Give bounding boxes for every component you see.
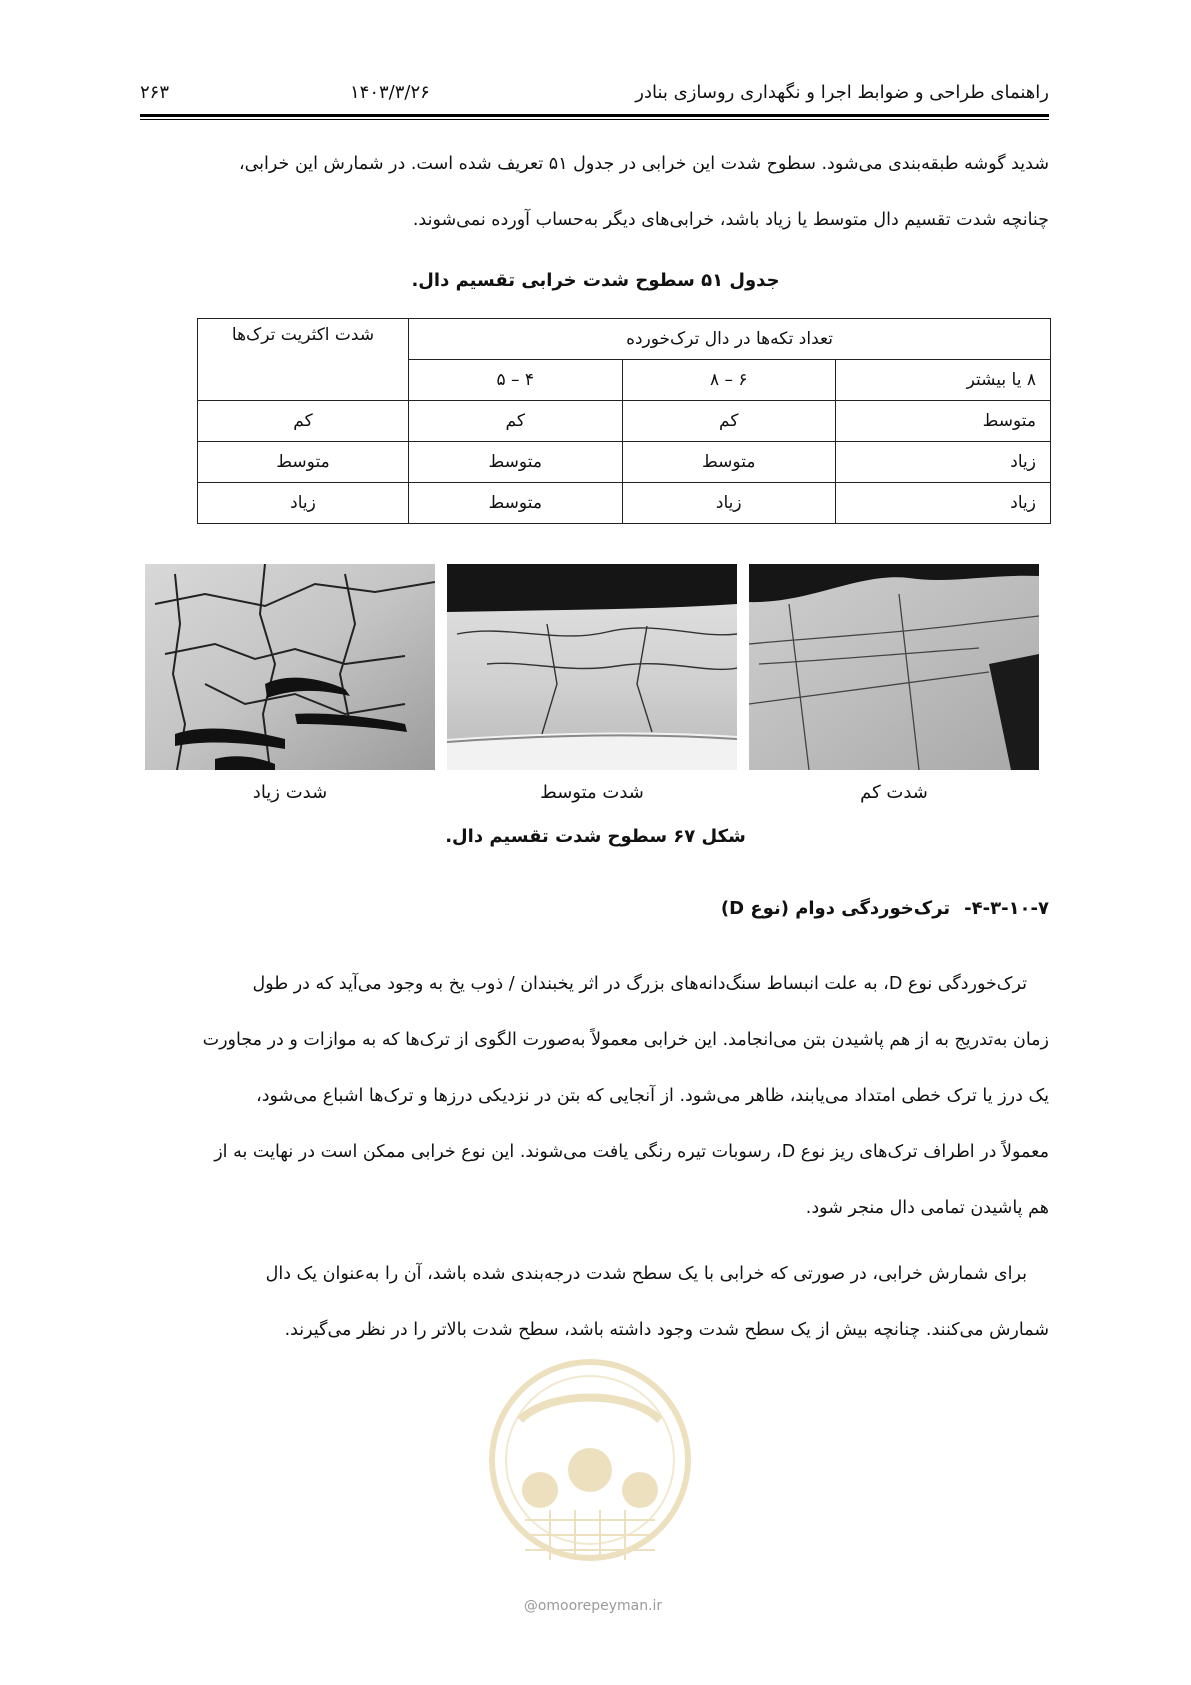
section-heading bbox=[721, 898, 1049, 919]
photo-high-severity bbox=[145, 564, 435, 770]
figure-photos bbox=[145, 564, 1041, 772]
body-line: زمان به‌تدریج به از هم پاشیدن بتن می‌انجامد. این خرابی معمولاً به‌صورت الگوی از ترک‌ها که به موازات و در مجاورت bbox=[202, 1030, 1049, 1050]
page-header bbox=[140, 78, 1049, 114]
table-row bbox=[198, 442, 1051, 483]
table-subheader-8plus: ۸ یا بیشتر bbox=[836, 360, 1051, 401]
table-row bbox=[198, 401, 1051, 442]
body-line: شمارش می‌کنند. چنانچه بیش از یک سطح شدت وجود داشته باشد، سطح شدت بالاتر را در نظر می‌گیرند. bbox=[284, 1320, 1049, 1340]
page-number: ۲۶۳ bbox=[140, 82, 170, 103]
header-title: راهنمای طراحی و ضوابط اجرا و نگهداری روسازی بنادر bbox=[635, 82, 1049, 103]
table-row-label: متوسط bbox=[198, 442, 409, 483]
body-line: هم پاشیدن تمامی دال منجر شود. bbox=[805, 1198, 1049, 1218]
figure-label-low: شدت کم bbox=[860, 782, 928, 803]
table-row-label: زیاد bbox=[198, 483, 409, 524]
body-line: ترک‌خوردگی نوع D، به علت انبساط سنگ‌دانه‌های بزرگ در اثر یخبندان / ذوب یخ به وجود می‌آید که در طول bbox=[252, 974, 1027, 994]
watermark-logo bbox=[480, 1350, 700, 1600]
section-title: ترک‌خوردگی دوام (نوع D) bbox=[720, 898, 951, 919]
table-subheader-6-8: ۶ – ۸ bbox=[622, 360, 836, 401]
section-number: ۴-۳-۱۰-۷- bbox=[964, 898, 1049, 919]
table-group-header: تعداد تکه‌ها در دال ترک‌خورده bbox=[409, 319, 1051, 360]
table-cell: کم bbox=[622, 401, 836, 442]
table-cell: متوسط bbox=[409, 442, 623, 483]
table-cell: زیاد bbox=[836, 442, 1051, 483]
body-line: معمولاً در اطراف ترک‌های ریز نوع D، رسوبات تیره رنگی یافت می‌شوند. این نوع خرابی ممکن است در نهایت به از bbox=[214, 1142, 1049, 1162]
table-subheader-4-5: ۴ – ۵ bbox=[409, 360, 623, 401]
table-cell: متوسط bbox=[836, 401, 1051, 442]
header-rule bbox=[140, 114, 1049, 120]
intro-line-1: شدید گوشه طبقه‌بندی می‌شود. سطوح شدت این خرابی در جدول ۵۱ تعریف شده است. در شمارش این خرابی، bbox=[238, 154, 1049, 174]
table-caption: جدول ۵۱ سطوح شدت خرابی تقسیم دال. bbox=[411, 270, 780, 291]
body-paragraph-1 bbox=[142, 956, 1049, 1236]
intro-paragraph bbox=[142, 136, 1049, 248]
body-paragraph-2 bbox=[142, 1246, 1049, 1358]
table-row-label: کم bbox=[198, 401, 409, 442]
photo-low-severity bbox=[749, 564, 1039, 770]
table-row bbox=[198, 483, 1051, 524]
body-line: یک درز یا ترک خطی امتداد می‌یابند، ظاهر می‌شود. از آنجایی که بتن در نزدیکی درزها و ترک‌ها اشباع می‌شود، bbox=[256, 1086, 1049, 1106]
table-cell: کم bbox=[409, 401, 623, 442]
figure-label-medium: شدت متوسط bbox=[540, 782, 644, 803]
severity-table bbox=[197, 318, 1051, 524]
header-date: ۱۴۰۳/۳/۲۶ bbox=[350, 82, 430, 103]
figure-caption: شکل ۶۷ سطوح شدت تقسیم دال. bbox=[445, 826, 746, 847]
table-cell: زیاد bbox=[622, 483, 836, 524]
watermark-site: @omoorepeyman.ir bbox=[523, 1598, 663, 1614]
photo-medium-severity bbox=[447, 564, 737, 770]
intro-line-2: چنانچه شدت تقسیم دال متوسط یا زیاد باشد، خرابی‌های دیگر به‌حساب آورده نمی‌شوند. bbox=[412, 210, 1049, 230]
table-cell: زیاد bbox=[836, 483, 1051, 524]
table-cell: متوسط bbox=[409, 483, 623, 524]
table-col1-header: شدت اکثریت ترک‌ها bbox=[198, 319, 409, 401]
table-cell: متوسط bbox=[622, 442, 836, 483]
body-line: برای شمارش خرابی، در صورتی که خرابی با یک سطح شدت درجه‌بندی شده باشد، آن را به‌عنوان یک دال bbox=[265, 1264, 1027, 1284]
figure-label-high: شدت زیاد bbox=[252, 782, 328, 803]
